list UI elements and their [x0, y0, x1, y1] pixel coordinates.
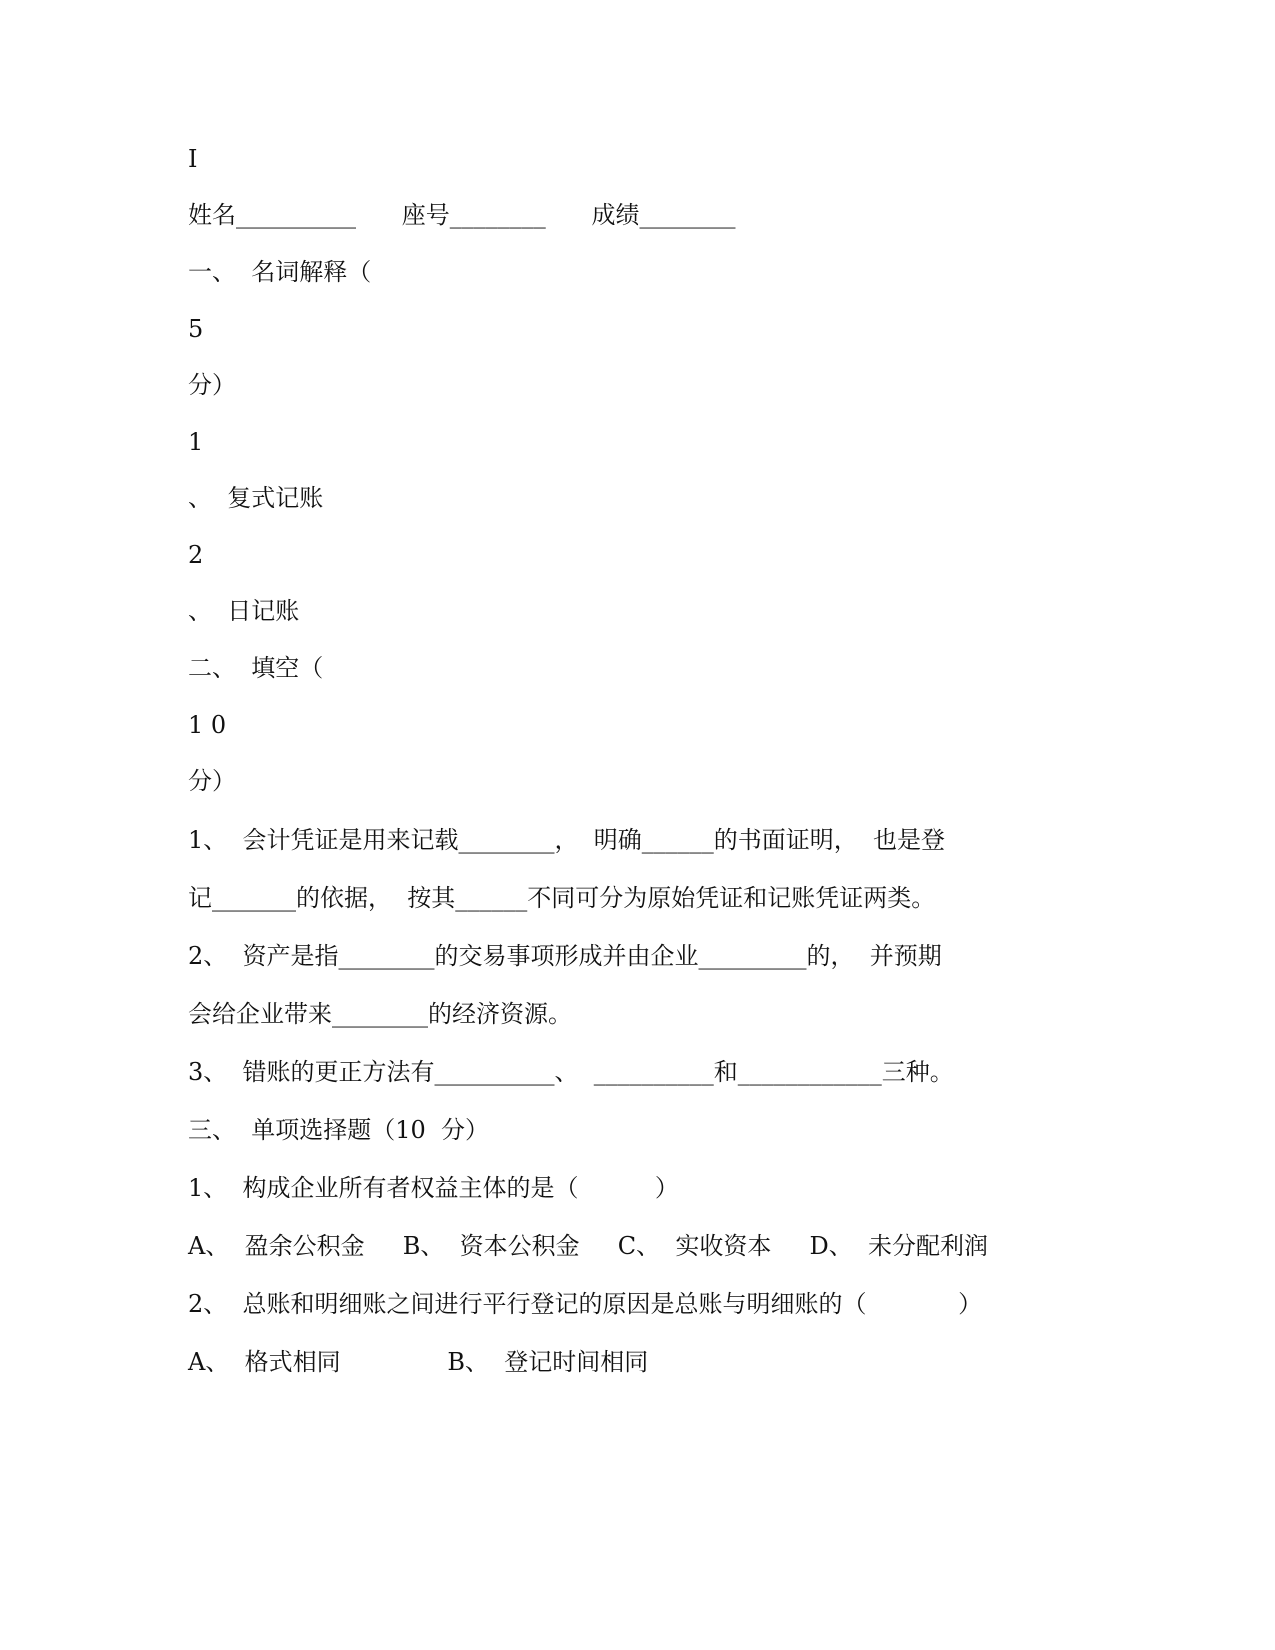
term-2-number: 2 [188, 541, 204, 569]
section-1-points: 5 [188, 315, 204, 343]
section-3-title: 三、 单项选择题（10 分） [188, 1116, 490, 1144]
section-1-points-unit: 分） [188, 371, 236, 399]
section-2-title: 二、 填空（ [188, 654, 324, 682]
fill-question-1-line-2: 记_______的依据， 按其______不同可分为原始凭证和记账凭证两类。 [188, 884, 936, 912]
choice-question-2-options: A、 格式相同 B、 登记时间相同 [188, 1348, 649, 1376]
fill-question-2-line-2: 会给企业带来________的经济资源。 [188, 1000, 572, 1028]
term-1-text: 、 复式记账 [188, 484, 324, 512]
term-2-text: 、 日记账 [188, 597, 300, 625]
student-info-line: 姓名__________ 座号________ 成绩________ [188, 201, 736, 229]
term-1-number: 1 [188, 428, 204, 456]
fill-question-3-line: 3、 错账的更正方法有__________、 __________和____________三种。 [188, 1058, 954, 1086]
choice-question-2: 2、 总账和明细账之间进行平行登记的原因是总账与明细账的（ ） [188, 1290, 983, 1318]
fill-question-1-line-1: 1、 会计凭证是用来记载________， 明确______的书面证明， 也是登 [188, 826, 946, 854]
page-marker: I [188, 145, 198, 173]
choice-question-1: 1、 构成企业所有者权益主体的是（ ） [188, 1174, 679, 1202]
section-2-points: 1 0 [188, 711, 227, 739]
choice-question-1-options: A、 盈余公积金 B、 资本公积金 C、 实收资本 D、 未分配利润 [188, 1232, 989, 1260]
section-1-title: 一、 名词解释（ [188, 258, 372, 286]
fill-question-2-line-1: 2、 资产是指________的交易事项形成并由企业_________的， 并预期 [188, 942, 942, 970]
section-2-points-unit: 分） [188, 767, 236, 795]
